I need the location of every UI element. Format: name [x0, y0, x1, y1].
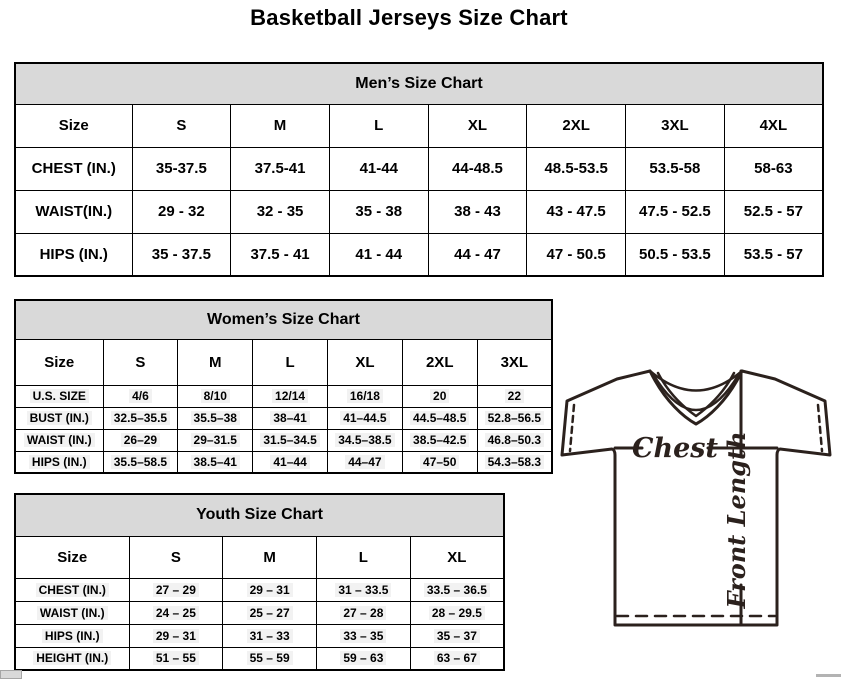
measurement-row-label — [15, 385, 103, 407]
cell-text: CHEST (IN.) — [36, 583, 109, 597]
measurement-row — [15, 385, 552, 407]
scrollbar-fragment-right[interactable] — [816, 674, 841, 677]
table-caption: Youth Size Chart — [15, 494, 504, 536]
page-title: Basketball Jerseys Size Chart — [250, 5, 568, 30]
size-column-header: 3XL — [626, 104, 725, 147]
size-value-cell — [410, 624, 504, 647]
measurement-row-label — [15, 601, 129, 624]
jersey-diagram-svg — [555, 358, 840, 679]
cell-text: HEIGHT (IN.) — [33, 651, 111, 665]
measurement-row-label: WAIST(IN.) — [15, 190, 132, 233]
cell-text: 35.5–58.5 — [111, 455, 170, 469]
scrollbar-fragment-left[interactable] — [0, 670, 22, 679]
cell-text: 34.5–38.5 — [335, 433, 394, 447]
size-value-cell — [223, 601, 317, 624]
measurement-row — [15, 451, 552, 473]
cell-text: 35 – 37 — [434, 629, 480, 643]
measurement-row — [15, 407, 552, 429]
size-value-cell — [477, 451, 552, 473]
size-value-cell — [317, 578, 411, 601]
size-corner-header: Size — [15, 339, 103, 385]
cell-text: HIPS (IN.) — [42, 629, 103, 643]
cell-text: 44–47 — [345, 455, 384, 469]
cell-text: 26–29 — [121, 433, 160, 447]
cell-text: 24 – 25 — [153, 606, 199, 620]
size-value-cell — [402, 451, 477, 473]
size-value-cell: 37.5-41 — [231, 147, 330, 190]
measurement-row — [15, 190, 823, 233]
table-caption: Women’s Size Chart — [15, 300, 552, 339]
cell-text: 12/14 — [272, 389, 308, 403]
left-cuff-dashed-line — [570, 405, 574, 451]
cell-text: 16/18 — [347, 389, 383, 403]
cell-text: 31 – 33.5 — [335, 583, 391, 597]
size-value-cell — [410, 578, 504, 601]
cell-text: WAIST (IN.) — [37, 606, 108, 620]
size-value-cell — [477, 429, 552, 451]
size-value-cell — [223, 624, 317, 647]
cell-text: 47–50 — [420, 455, 459, 469]
cell-text: 41–44 — [270, 455, 309, 469]
size-value-cell: 41 - 44 — [329, 233, 428, 276]
collar-back-arc-inner — [653, 374, 739, 410]
size-value-cell: 52.5 - 57 — [724, 190, 823, 233]
measurement-row — [15, 233, 823, 276]
size-header-row — [15, 339, 552, 385]
cell-text: 38–41 — [270, 411, 309, 425]
size-value-cell — [129, 647, 223, 670]
size-value-cell — [410, 647, 504, 670]
cell-text: 27 – 29 — [153, 583, 199, 597]
measurement-row-label — [15, 451, 103, 473]
size-value-cell: 50.5 - 53.5 — [626, 233, 725, 276]
measurement-row-label — [15, 578, 129, 601]
right-cuff-dashed-line — [818, 405, 822, 451]
caption-row — [15, 300, 552, 339]
size-value-cell — [253, 451, 328, 473]
size-value-cell: 37.5 - 41 — [231, 233, 330, 276]
size-value-cell: 29 - 32 — [132, 190, 231, 233]
size-value-cell — [103, 451, 178, 473]
size-value-cell — [402, 429, 477, 451]
measurement-row — [15, 147, 823, 190]
cell-text: 4/6 — [129, 389, 152, 403]
size-column-header: L — [329, 104, 428, 147]
size-value-cell — [402, 385, 477, 407]
size-value-cell — [402, 407, 477, 429]
size-column-header: 3XL — [477, 339, 552, 385]
cell-text: 33 – 35 — [340, 629, 386, 643]
size-value-cell — [477, 407, 552, 429]
table-caption: Men’s Size Chart — [15, 63, 823, 104]
womens-size-table — [14, 299, 553, 474]
size-value-cell — [103, 429, 178, 451]
measurement-row-label: HIPS (IN.) — [15, 233, 132, 276]
size-column-header: 2XL — [402, 339, 477, 385]
chest-label: Chest — [632, 433, 718, 464]
cell-text: 29 – 31 — [153, 629, 199, 643]
cell-text: 52.8–56.5 — [485, 411, 544, 425]
size-value-cell: 48.5-53.5 — [527, 147, 626, 190]
cell-text: 29–31.5 — [191, 433, 240, 447]
cell-text: 51 – 55 — [153, 651, 199, 665]
size-value-cell: 44-48.5 — [428, 147, 527, 190]
size-value-cell — [253, 429, 328, 451]
size-corner-header: Size — [15, 536, 129, 578]
caption-row — [15, 63, 823, 104]
cell-text: 32.5–35.5 — [111, 411, 170, 425]
size-value-cell — [129, 578, 223, 601]
cell-text: 55 – 59 — [247, 651, 293, 665]
size-value-cell: 35-37.5 — [132, 147, 231, 190]
cell-text: 35.5–38 — [191, 411, 240, 425]
cell-text: 63 – 67 — [434, 651, 480, 665]
cell-text: 54.3–58.3 — [485, 455, 544, 469]
size-column-header: L — [317, 536, 411, 578]
size-value-cell — [317, 647, 411, 670]
youth-size-table — [14, 493, 505, 671]
size-value-cell — [253, 385, 328, 407]
size-header-row — [15, 104, 823, 147]
size-value-cell: 32 - 35 — [231, 190, 330, 233]
caption-row — [15, 494, 504, 536]
cell-text: 31 – 33 — [247, 629, 293, 643]
size-column-header: XL — [327, 339, 402, 385]
size-column-header: M — [223, 536, 317, 578]
size-value-cell — [178, 385, 253, 407]
size-column-header: S — [103, 339, 178, 385]
size-column-header: XL — [410, 536, 504, 578]
size-value-cell: 44 - 47 — [428, 233, 527, 276]
size-value-cell: 41-44 — [329, 147, 428, 190]
cell-text: 28 – 29.5 — [429, 606, 485, 620]
cell-text: HIPS (IN.) — [29, 455, 90, 469]
cell-text: WAIST (IN.) — [24, 433, 95, 447]
jersey-measurement-diagram — [555, 358, 840, 679]
front-length-label: Front Length — [722, 431, 751, 609]
size-value-cell — [223, 647, 317, 670]
size-value-cell — [178, 451, 253, 473]
size-value-cell: 43 - 47.5 — [527, 190, 626, 233]
cell-text: 33.5 – 36.5 — [424, 583, 490, 597]
measurement-row — [15, 647, 504, 670]
size-value-cell — [327, 407, 402, 429]
cell-text: 59 – 63 — [340, 651, 386, 665]
size-value-cell: 58-63 — [724, 147, 823, 190]
size-value-cell — [178, 407, 253, 429]
cell-text: 20 — [430, 389, 449, 403]
cell-text: 8/10 — [201, 389, 230, 403]
size-value-cell: 35 - 38 — [329, 190, 428, 233]
size-column-header: S — [132, 104, 231, 147]
size-value-cell: 47 - 50.5 — [527, 233, 626, 276]
measurement-row-label — [15, 429, 103, 451]
size-value-cell — [327, 451, 402, 473]
size-value-cell: 47.5 - 52.5 — [626, 190, 725, 233]
size-value-cell — [129, 624, 223, 647]
size-column-header: 4XL — [724, 104, 823, 147]
measurement-row-label — [15, 407, 103, 429]
size-column-header: M — [231, 104, 330, 147]
size-corner-header: Size — [15, 104, 132, 147]
cell-text: 22 — [505, 389, 524, 403]
cell-text: 29 – 31 — [247, 583, 293, 597]
size-value-cell — [178, 429, 253, 451]
cell-text: U.S. SIZE — [30, 389, 89, 403]
size-value-cell — [103, 385, 178, 407]
measurement-row-label — [15, 647, 129, 670]
cell-text: 27 – 28 — [340, 606, 386, 620]
cell-text: 38.5–42.5 — [410, 433, 469, 447]
size-column-header: S — [129, 536, 223, 578]
cell-text: 46.8–50.3 — [485, 433, 544, 447]
measurement-row — [15, 624, 504, 647]
cell-text: 31.5–34.5 — [260, 433, 319, 447]
size-value-cell — [327, 429, 402, 451]
size-column-header: M — [178, 339, 253, 385]
size-value-cell — [129, 601, 223, 624]
cell-text: 25 – 27 — [247, 606, 293, 620]
cell-text: 44.5–48.5 — [410, 411, 469, 425]
measurement-row — [15, 429, 552, 451]
measurement-row-label: CHEST (IN.) — [15, 147, 132, 190]
size-value-cell — [317, 624, 411, 647]
size-header-row — [15, 536, 504, 578]
size-value-cell: 53.5-58 — [626, 147, 725, 190]
size-column-header: 2XL — [527, 104, 626, 147]
size-value-cell — [327, 385, 402, 407]
size-value-cell — [253, 407, 328, 429]
cell-text: 41–44.5 — [340, 411, 389, 425]
measurement-row — [15, 601, 504, 624]
size-column-header: L — [253, 339, 328, 385]
size-value-cell: 35 - 37.5 — [132, 233, 231, 276]
mens-size-table — [14, 62, 824, 277]
cell-text: BUST (IN.) — [27, 411, 92, 425]
size-value-cell — [103, 407, 178, 429]
size-value-cell — [410, 601, 504, 624]
size-value-cell — [477, 385, 552, 407]
cell-text: 38.5–41 — [191, 455, 240, 469]
size-value-cell: 53.5 - 57 — [724, 233, 823, 276]
measurement-row — [15, 578, 504, 601]
size-column-header: XL — [428, 104, 527, 147]
size-value-cell: 38 - 43 — [428, 190, 527, 233]
measurement-row-label — [15, 624, 129, 647]
size-value-cell — [317, 601, 411, 624]
size-value-cell — [223, 578, 317, 601]
